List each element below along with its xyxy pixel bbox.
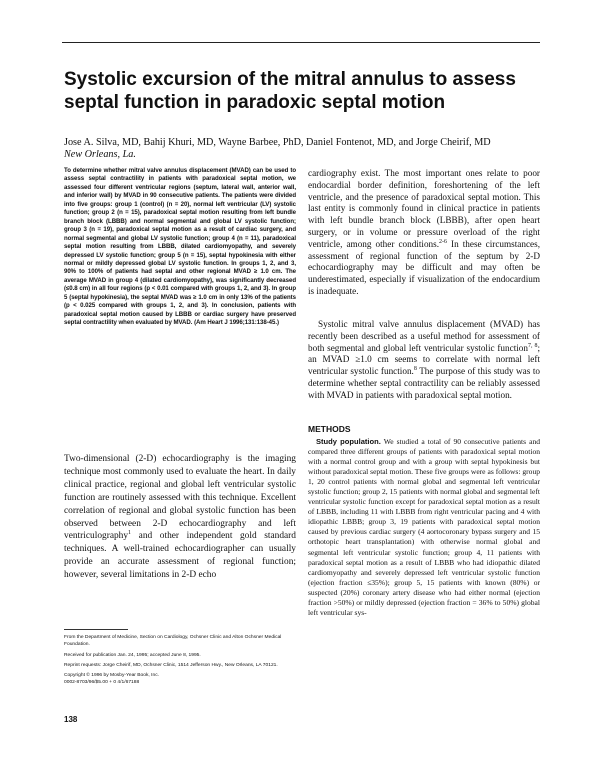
intro-text-continued: and other independent gold standard techniques. A well-trained echocardiographer can usually provide an accurate assessment of regional function; however, several limitations in 2-D echo bbox=[64, 531, 296, 581]
page-number: 138 bbox=[64, 715, 78, 724]
intro-text: Two-dimensional (2-D) echocardiography is the imaging technique most commonly used to evaluate the heart. In daily clinical practice, regional and global left ventricular systolic function are routinely assessed with this technique. Excellent correlation of regional and global systolic function has been observed between 2-D echocardiography and left ventriculography bbox=[64, 454, 296, 542]
footnote-reprint: Reprint requests: Jorge Cheirif, MD, Ochsner Clinic, 1514 Jefferson Hwy., New Orleans, LA 70121. bbox=[64, 662, 278, 668]
footnote-affiliation: From the Department of Medicine, Section on Cardiology, Ochsner Clinic and Alton Ochsner Medical Foundation. bbox=[64, 635, 282, 648]
methods-heading: METHODS bbox=[308, 424, 351, 434]
reference-marker: 7, 8 bbox=[528, 342, 538, 349]
reference-marker: 1 bbox=[128, 530, 132, 537]
abstract-text: To determine whether mitral valve annulus displacement (MVAD) can be used to assess septal contractility in patients with paradoxical septal motion, we assessed four different ventricular regions (septum, lateral wall, anterior wall, and inferior wall) by MVAD in 90 consecutive patients. The patients were divided into five groups: group 1 (control) (n = 20), normal left ventricular (LV) systolic function; group 2 (n = 15), paradoxical septal motion resulting from left bundle branch block (LBBB) and normal segmental and global LV systolic function; group 3 (n = 19), paradoxical septal motion as a result of cardiac surgery, and normal segmental and global LV systolic function; group 4 (n = 11), paradoxical septal motion resulting from LBBB, dilated cardiomyopathy, and severely depressed LV systolic function; group 5 (n = 15), septal hypokinesia with either normal or mildly depressed global LV systolic function. In groups 1, 2, and 3, 90% to 100% of patients had septal and other regional MVAD ≥ 1.0 cm. The average MVAD in group 4 (dilated cardiomyopathy), was significantly decreased (≤0.8 cm) in all four regions (p < 0.01 compared with groups 1, 2, and 3). In group 5 (septal hypokinesia), the septal MVAD was ≥ 1.0 cm in only 13% of the patients (p < 0.025 compared with groups 1, 2, and 3). In conclusion, patients with paradoxical septal motion caused by LBBB or cardiac surgery have preserved septal contractility when evaluated by MVAD. bbox=[64, 167, 296, 327]
mvad-text-c: The purpose of this study was to determine whether septal contractility can be reliably assessed with MVAD in patients with paradoxical septal motion. bbox=[308, 366, 540, 400]
author-location: New Orleans, La. bbox=[64, 149, 136, 160]
footnote-code: 0002-8703/96/$5.00 + 0 4/1/67188 bbox=[64, 680, 140, 686]
footnote-rule bbox=[64, 629, 128, 630]
mvad-paragraph bbox=[308, 319, 540, 402]
intro-cont-b: In these circumstances, assessment of regional function of the septum by 2-D echocardiography may be difficult and may often be underestimated, especially if visualization of the endocardium is inadequate. bbox=[308, 238, 540, 296]
intro-cont-a: cardiography exist. The most important ones relate to poor endocardial border definition, foreshortening of the left ventricle, and the presence of paradoxical septal motion. This last entity is commonly found in clinical practice in patients with left bundle branch block (LBBB), after open heart surgery, or in volume or pressure overload of the right ventricle, among other conditions. bbox=[308, 168, 540, 249]
introduction-continued bbox=[308, 168, 540, 298]
study-population-label: Study population. bbox=[316, 437, 381, 446]
mvad-text-a: Systolic mitral valve annulus displacement (MVAD) has recently been described as a useful method for assessment of both segmental and global left ventricular systolic function bbox=[308, 319, 540, 353]
abstract-citation: (Am Heart J 1996;131:138-45.) bbox=[194, 319, 279, 327]
author-list: Jose A. Silva, MD, Bahij Khuri, MD, Wayne Barbee, PhD, Daniel Fontenot, MD, and Jorge Cheirif, MD bbox=[64, 137, 491, 148]
header-rule bbox=[62, 42, 540, 43]
footnotes bbox=[64, 634, 296, 687]
study-population-text: We studied a total of 90 consecutive patients and compared three different groups of patients with paradoxical septal motion with a normal control group and with a group with septal hypokinesis but without paradoxical septal motion. These five groups were as follows: group 1, 20 control patients with normal global and segmental left ventricular systolic function; group 2, 15 patients with normal global and segmental left ventricular systolic function except for paradoxical septal motion as a result of LBBB, including 11 with LBBB from right ventricular pacing and 4 with idiopathic LBBB; group 3, 19 patients with paradoxical septal motion caused by previous cardiac surgery (4 aortocoronary bypass surgery and 15 orthotopic heart transplantation) with otherwise normal global and segmental left ventricular systolic function; group 4, 11 patients with paradoxical septal motion as a result of LBBB who had idiopathic dilated cardiomyopathy and severely depressed left ventricular systolic function (ejection fraction ≤35%); group 5, 15 patients with known (80%) or suspected (20%) coronary artery disease who had either normal (ejection fraction >50%) or mildly depressed (ejection fraction = 36% to 50%) global left ventricular sys- bbox=[308, 437, 540, 617]
introduction-paragraph bbox=[64, 453, 296, 582]
reference-marker: 8 bbox=[413, 366, 417, 373]
study-population-paragraph bbox=[308, 437, 540, 618]
footnote-copyright: Copyright © 1996 by Mosby-Year Book, Inc. bbox=[64, 673, 160, 679]
mvad-text-b: ; an MVAD ≥1.0 cm seems to correlate with normal left ventricular systolic function. bbox=[308, 342, 540, 377]
reference-marker: 2-6 bbox=[439, 238, 447, 245]
article-title: Systolic excursion of the mitral annulus to assess septal function in paradoxic septal motion bbox=[64, 69, 516, 113]
footnote-received: Received for publication Jan. 24, 1995; accepted June 8, 1995. bbox=[64, 652, 201, 658]
abstract bbox=[64, 167, 296, 328]
